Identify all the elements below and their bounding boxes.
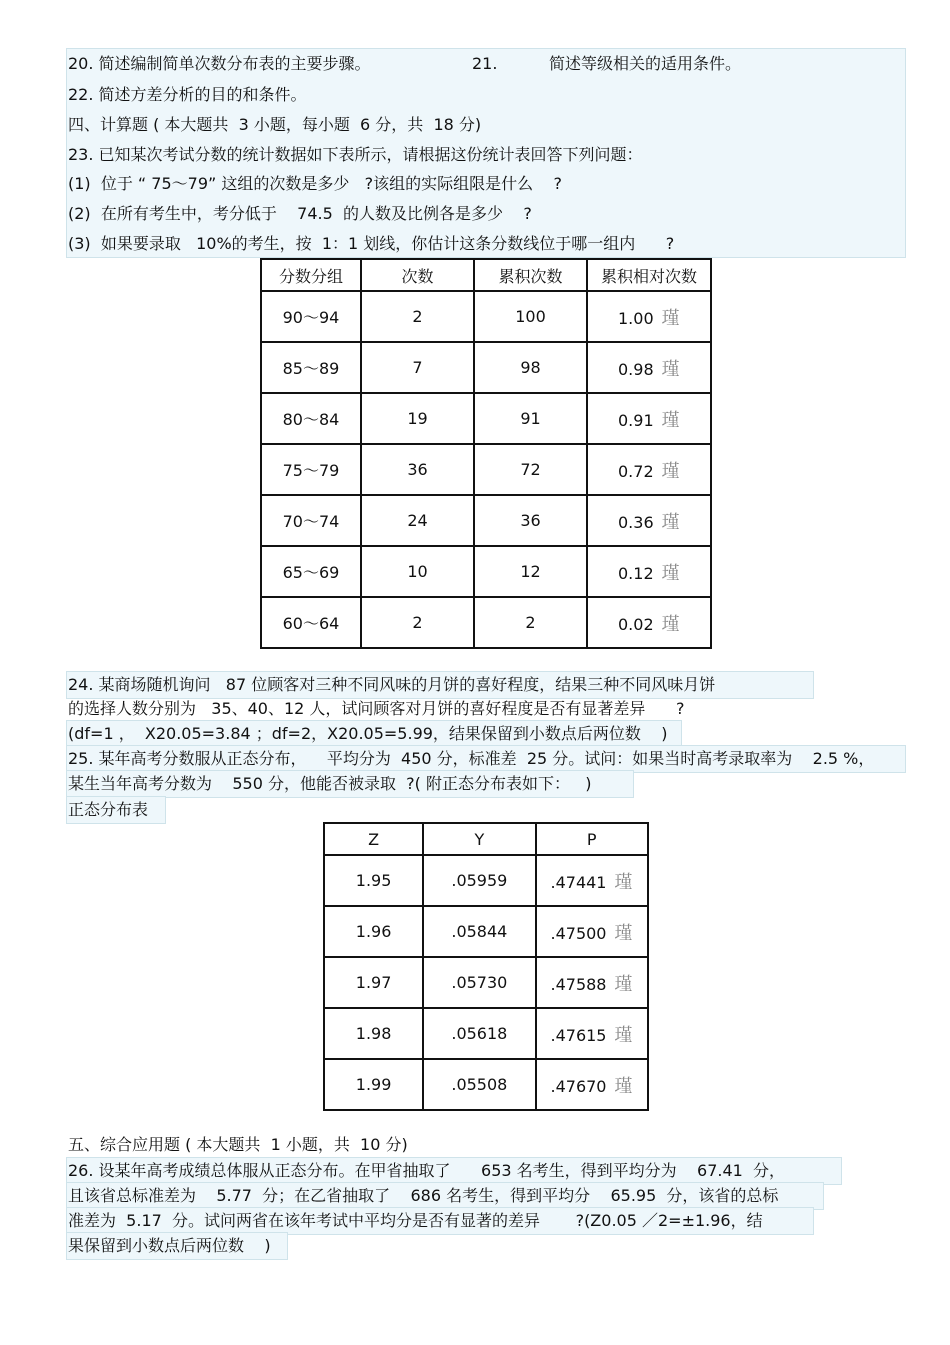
question-26-line-1: 26. 设某年高考成绩总体服从正态分布。在甲省抽取了 653 名考生，得到平均分为 67.41 分， [66,1157,842,1185]
stamp-mark: 瑾 [614,922,633,944]
table-header-cell: 次数 [361,259,474,291]
table-cell: 80～84 [261,393,361,444]
table-cell: 36 [361,444,474,495]
question-26-line-3: 准差为 5.17 分。试问两省在该年考试中平均分是否有显著的差异 ?(Z0.05 ／2=±1.96，结 [66,1207,814,1235]
question-23-part-3: (3) 如果要录取 10%的考生，按 1：1 划线，你估计这条分数线位于哪一组内 ? [68,234,675,253]
question-23-part-2: (2) 在所有考生中，考分低于 74.5 的人数及比例各是多少 ? [68,204,532,223]
table-row [261,597,711,648]
table-cell: 1.95 [324,855,423,906]
table-cell: 75～79 [261,444,361,495]
table-cell: .05844 [423,906,535,957]
stamp-mark: 瑾 [661,409,680,431]
table-row [324,1059,648,1110]
table-cell: 100 [474,291,587,342]
table-cell: 91 [474,393,587,444]
table-header-cell: P [536,823,649,855]
stamp-mark: 瑾 [661,460,680,482]
table-header-cell: Y [423,823,535,855]
table-cell: 72 [474,444,587,495]
table-row [261,495,711,546]
table-cell: .47588 瑾 [536,957,649,1008]
question-21-number: 21. [472,54,498,73]
table-cell: 12 [474,546,587,597]
stamp-mark: 瑾 [614,1075,633,1097]
table-cell: 1.98 [324,1008,423,1059]
table-row [324,1008,648,1059]
table-header-row [324,823,648,855]
question-24-line-3: (df=1 ， X20.05=3.84 ；df=2，X20.05=5.99，结果保留到小数点后两位数 ) [66,720,682,748]
table-cell: 98 [474,342,587,393]
table-row [324,957,648,1008]
score-distribution-table [260,258,712,649]
table-cell: 0.36 瑾 [587,495,711,546]
question-22: 22. 简述方差分析的目的和条件。 [68,85,307,104]
table-cell: 60～64 [261,597,361,648]
question-26-line-4: 果保留到小数点后两位数 ) [66,1232,288,1260]
table-cell: 0.98 瑾 [587,342,711,393]
question-23: 23. 已知某次考试分数的统计数据如下表所示，请根据这份统计表回答下列问题： [68,145,643,164]
table-cell: .47441 瑾 [536,855,649,906]
table-cell: 0.02 瑾 [587,597,711,648]
section-5-heading: 五、综合应用题 ( 本大题共 1 小题，共 10 分) [68,1135,408,1154]
table-cell: 2 [474,597,587,648]
table-row [261,546,711,597]
table-row [261,393,711,444]
table-cell: 2 [361,597,474,648]
table-cell: 19 [361,393,474,444]
section-4-heading: 四、计算题 ( 本大题共 3 小题，每小题 6 分，共 18 分) [68,115,482,134]
table-cell: .47500 瑾 [536,906,649,957]
table-cell: .05959 [423,855,535,906]
stamp-mark: 瑾 [661,562,680,584]
table-cell: 2 [361,291,474,342]
table-row [261,291,711,342]
table-cell: 0.72 瑾 [587,444,711,495]
table-cell: 24 [361,495,474,546]
question-25-line-1: 25. 某年高考分数服从正态分布， 平均分为 450 分，标准差 25 分。试问：如果当时高考录取率为 2.5 %， [66,745,906,773]
table-cell: .05618 [423,1008,535,1059]
table-cell: 1.96 [324,906,423,957]
stamp-mark: 瑾 [661,307,680,329]
question-25-line-2: 某生当年高考分数为 550 分，他能否被录取 ?( 附正态分布表如下： ) [66,770,634,798]
table-header-cell: Z [324,823,423,855]
stamp-mark: 瑾 [661,613,680,635]
table-row [261,342,711,393]
table-header-cell: 分数分组 [261,259,361,291]
table-cell: 1.99 [324,1059,423,1110]
stamp-mark: 瑾 [614,871,633,893]
stamp-mark: 瑾 [614,973,633,995]
question-24-line-2: 的选择人数分别为 35、40、12 人，试问顾客对月饼的喜好程度是否有显著差异 ? [68,699,685,718]
table-cell: .05508 [423,1059,535,1110]
table-cell: 7 [361,342,474,393]
table-cell: 36 [474,495,587,546]
table-cell: 70～74 [261,495,361,546]
table-header-cell: 累积相对次数 [587,259,711,291]
stamp-mark: 瑾 [614,1024,633,1046]
table-cell: 0.12 瑾 [587,546,711,597]
stamp-mark: 瑾 [661,511,680,533]
table-header-cell: 累积次数 [474,259,587,291]
table-cell: 90～94 [261,291,361,342]
question-26-line-2: 且该省总标准差为 5.77 分；在乙省抽取了 686 名考生，得到平均分 65.95 分，该省的总标 [66,1182,824,1210]
table-cell: .05730 [423,957,535,1008]
question-24-line-1: 24. 某商场随机询问 87 位顾客对三种不同风味的月饼的喜好程度，结果三种不同风味月饼 [66,671,814,699]
table-cell: 1.00 瑾 [587,291,711,342]
table-cell: .47670 瑾 [536,1059,649,1110]
table-cell: 1.97 [324,957,423,1008]
table-row [324,855,648,906]
question-21-text: 简述等级相关的适用条件。 [549,54,742,73]
stamp-mark: 瑾 [661,358,680,380]
table-cell: 65～69 [261,546,361,597]
table-cell: 0.91 瑾 [587,393,711,444]
table-cell: .47615 瑾 [536,1008,649,1059]
question-20: 20. 简述编制简单次数分布表的主要步骤。 [68,54,371,73]
question-23-part-1: (1) 位于 “ 75～79” 这组的次数是多少 ?该组的实际组限是什么 ? [68,174,562,193]
table-row [324,906,648,957]
normal-distribution-table [323,822,649,1111]
table-cell: 85～89 [261,342,361,393]
table-row [261,444,711,495]
table-cell: 10 [361,546,474,597]
normal-table-title: 正态分布表 [66,796,166,824]
table-header-row [261,259,711,291]
